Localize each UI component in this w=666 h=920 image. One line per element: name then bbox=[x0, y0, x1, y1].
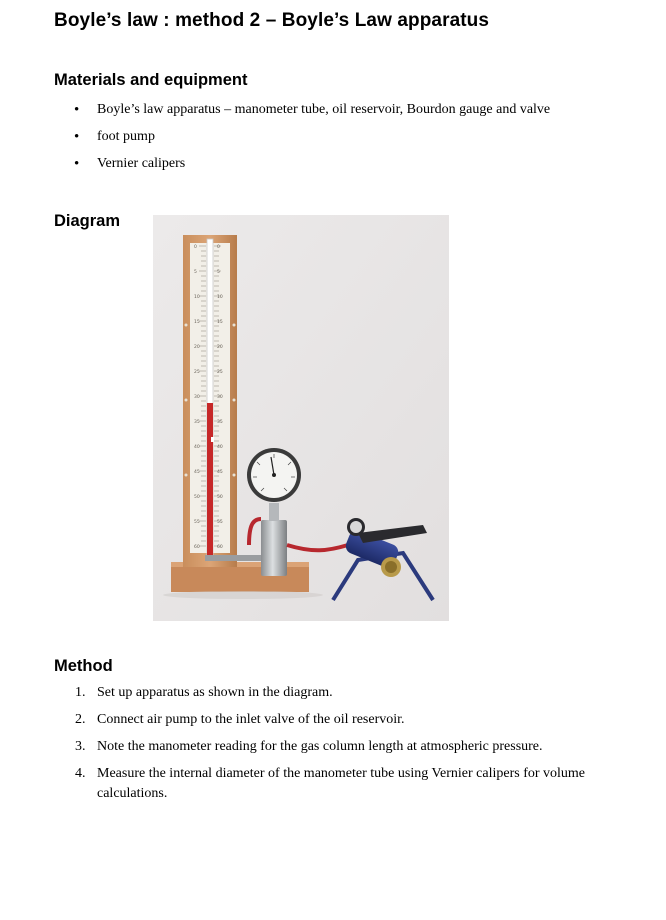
scale-left-label: 60 bbox=[194, 545, 200, 550]
method-heading: Method bbox=[54, 657, 113, 675]
scale-right-label: 60 bbox=[217, 545, 223, 550]
scale-left-label: 50 bbox=[194, 495, 200, 500]
scale-right-label: 35 bbox=[217, 420, 223, 425]
scale-right-label: 45 bbox=[217, 470, 223, 475]
step-number: 4. bbox=[75, 766, 86, 781]
scale-right-label: 10 bbox=[217, 295, 223, 300]
materials-item: • foot pump bbox=[0, 124, 550, 151]
scale-left-label: 45 bbox=[194, 470, 200, 475]
step-number: 3. bbox=[75, 739, 86, 754]
scale-left-label: 55 bbox=[194, 520, 200, 525]
method-step bbox=[0, 683, 610, 703]
scale-left-label: 15 bbox=[194, 320, 200, 325]
oil-reservoir bbox=[261, 520, 287, 576]
method-steps bbox=[0, 683, 610, 811]
scale-right-label: 50 bbox=[217, 495, 223, 500]
materials-item: • Boyle’s law apparatus – manometer tube, oil reservoir, Bourdon gauge and valve bbox=[0, 97, 550, 124]
step-number: 1. bbox=[75, 685, 86, 700]
apparatus-photo bbox=[153, 215, 449, 621]
step-text: Connect air pump to the inlet valve of the oil reservoir. bbox=[97, 712, 405, 727]
oil-column bbox=[207, 403, 213, 559]
method-step bbox=[0, 737, 610, 757]
scale-left-label: 10 bbox=[194, 295, 200, 300]
materials-list bbox=[0, 97, 550, 178]
scale-right-label: 0 bbox=[217, 245, 220, 250]
diagram-heading: Diagram bbox=[54, 212, 121, 230]
scale-right-label: 40 bbox=[217, 445, 223, 450]
scale-left-label: 20 bbox=[194, 345, 200, 350]
connecting-pipe bbox=[205, 555, 267, 561]
materials-item: • Vernier calipers bbox=[0, 151, 550, 178]
page-title: Boyle’s law : method 2 – Boyle’s Law apparatus bbox=[54, 10, 490, 31]
scale-right-label: 20 bbox=[217, 345, 223, 350]
scale-left-label: 5 bbox=[194, 270, 197, 275]
scale-left-label: 25 bbox=[194, 370, 200, 375]
scale-right-label: 5 bbox=[217, 270, 220, 275]
scale-left-label: 35 bbox=[194, 420, 200, 425]
step-text: Measure the internal diameter of the manometer tube using Vernier calipers for volume calculations. bbox=[97, 766, 586, 801]
scale-left-label: 40 bbox=[194, 445, 200, 450]
method-step bbox=[0, 764, 610, 804]
scale-right-label: 25 bbox=[217, 370, 223, 375]
scale-right-label: 15 bbox=[217, 320, 223, 325]
scale-left-label: 30 bbox=[194, 395, 200, 400]
step-text: Note the manometer reading for the gas column length at atmospheric pressure. bbox=[97, 739, 543, 754]
method-step bbox=[0, 710, 610, 730]
materials-heading: Materials and equipment bbox=[54, 71, 248, 89]
scale-left-label: 0 bbox=[194, 245, 197, 250]
scale-right-label: 55 bbox=[217, 520, 223, 525]
scale-right-label: 30 bbox=[217, 395, 223, 400]
step-text: Set up apparatus as shown in the diagram. bbox=[97, 685, 333, 700]
step-number: 2. bbox=[75, 712, 86, 727]
